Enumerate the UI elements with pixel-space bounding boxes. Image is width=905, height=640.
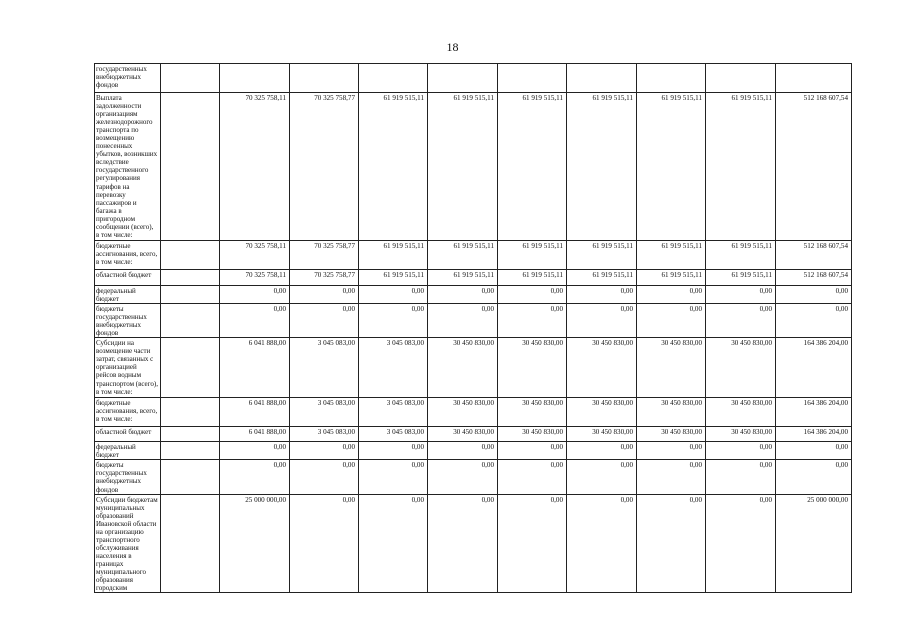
spacer-cell xyxy=(161,241,220,270)
value-cell: 30 450 830,00 xyxy=(567,427,637,442)
value-cell: 0,00 xyxy=(290,494,359,593)
value-cell: 0,00 xyxy=(706,286,776,304)
value-cell: 61 919 515,11 xyxy=(498,93,567,241)
row-label: бюджетные ассигнования, всего, в том числе: xyxy=(95,398,161,427)
value-cell xyxy=(706,64,776,93)
value-cell: 70 325 758,11 xyxy=(220,241,290,270)
spacer-cell xyxy=(161,442,220,460)
value-cell: 61 919 515,11 xyxy=(359,241,428,270)
value-cell: 30 450 830,00 xyxy=(428,398,498,427)
spacer-cell xyxy=(161,304,220,338)
value-cell: 0,00 xyxy=(637,286,706,304)
value-cell: 30 450 830,00 xyxy=(498,338,567,398)
value-cell: 3 045 083,00 xyxy=(290,427,359,442)
row-label: государственных внебюджетных фондов xyxy=(95,64,161,93)
value-cell: 0,00 xyxy=(290,286,359,304)
spacer-cell xyxy=(161,398,220,427)
value-cell: 61 919 515,11 xyxy=(428,270,498,286)
value-cell: 0,00 xyxy=(637,460,706,494)
value-cell: 61 919 515,11 xyxy=(498,270,567,286)
value-cell: 61 919 515,11 xyxy=(706,93,776,241)
value-cell: 30 450 830,00 xyxy=(567,338,637,398)
value-cell: 61 919 515,11 xyxy=(637,241,706,270)
table-row xyxy=(95,270,852,286)
value-cell: 61 919 515,11 xyxy=(567,93,637,241)
value-cell: 164 386 204,00 xyxy=(776,338,852,398)
value-cell: 30 450 830,00 xyxy=(637,398,706,427)
value-cell: 25 000 000,00 xyxy=(220,494,290,593)
value-cell: 164 386 204,00 xyxy=(776,398,852,427)
value-cell: 70 325 758,77 xyxy=(290,93,359,241)
value-cell: 61 919 515,11 xyxy=(637,270,706,286)
value-cell: 61 919 515,11 xyxy=(637,93,706,241)
value-cell: 0,00 xyxy=(220,304,290,338)
value-cell: 0,00 xyxy=(359,494,428,593)
value-cell: 0,00 xyxy=(290,304,359,338)
row-label: областной бюджет xyxy=(95,427,161,442)
value-cell: 0,00 xyxy=(428,442,498,460)
value-cell: 3 045 083,00 xyxy=(359,427,428,442)
value-cell: 0,00 xyxy=(567,304,637,338)
value-cell: 30 450 830,00 xyxy=(637,427,706,442)
value-cell: 30 450 830,00 xyxy=(706,398,776,427)
table-row xyxy=(95,494,852,593)
value-cell xyxy=(359,64,428,93)
value-cell: 70 325 758,77 xyxy=(290,270,359,286)
value-cell: 61 919 515,11 xyxy=(359,270,428,286)
value-cell: 61 919 515,11 xyxy=(428,241,498,270)
value-cell: 70 325 758,11 xyxy=(220,270,290,286)
value-cell: 0,00 xyxy=(428,460,498,494)
value-cell: 0,00 xyxy=(706,442,776,460)
value-cell: 6 041 888,00 xyxy=(220,398,290,427)
value-cell: 61 919 515,11 xyxy=(498,241,567,270)
value-cell: 0,00 xyxy=(359,304,428,338)
value-cell: 0,00 xyxy=(428,494,498,593)
value-cell: 0,00 xyxy=(359,460,428,494)
value-cell: 0,00 xyxy=(428,304,498,338)
value-cell: 61 919 515,11 xyxy=(706,270,776,286)
value-cell: 0,00 xyxy=(290,442,359,460)
spacer-cell xyxy=(161,494,220,593)
value-cell: 0,00 xyxy=(637,442,706,460)
value-cell: 3 045 083,00 xyxy=(290,398,359,427)
value-cell: 0,00 xyxy=(290,460,359,494)
spacer-cell xyxy=(161,93,220,241)
value-cell: 0,00 xyxy=(359,286,428,304)
value-cell: 30 450 830,00 xyxy=(637,338,706,398)
value-cell: 0,00 xyxy=(637,494,706,593)
value-cell: 30 450 830,00 xyxy=(706,427,776,442)
row-label: Выплата задолженности организациям железнодорожного транспорта по возмещению понесенных убытков, возникших вследствие государственного регулирования тарифов на перевозку пассажиров и багажа в пригородном сообщении (всего), в том числе: xyxy=(95,93,161,241)
spacer-cell xyxy=(161,460,220,494)
row-label: бюджеты государственных внебюджетных фондов xyxy=(95,460,161,494)
row-label: федеральный бюджет xyxy=(95,442,161,460)
value-cell xyxy=(498,64,567,93)
value-cell: 61 919 515,11 xyxy=(706,241,776,270)
value-cell: 30 450 830,00 xyxy=(498,427,567,442)
table-row xyxy=(95,427,852,442)
value-cell xyxy=(220,64,290,93)
table-row xyxy=(95,64,852,93)
value-cell: 25 000 000,00 xyxy=(776,494,852,593)
value-cell: 0,00 xyxy=(706,460,776,494)
spacer-cell xyxy=(161,270,220,286)
table-row xyxy=(95,460,852,494)
value-cell: 512 168 607,54 xyxy=(776,93,852,241)
value-cell: 0,00 xyxy=(567,460,637,494)
value-cell: 0,00 xyxy=(498,494,567,593)
value-cell: 164 386 204,00 xyxy=(776,427,852,442)
value-cell xyxy=(567,64,637,93)
value-cell: 30 450 830,00 xyxy=(498,398,567,427)
row-label: федеральный бюджет xyxy=(95,286,161,304)
spacer-cell xyxy=(161,338,220,398)
row-label: Субсидии на возмещение части затрат, связанных с организацией рейсов водным транспортом (всего), в том числе: xyxy=(95,338,161,398)
value-cell xyxy=(776,64,852,93)
value-cell: 3 045 083,00 xyxy=(359,338,428,398)
value-cell: 0,00 xyxy=(428,286,498,304)
value-cell: 512 168 607,54 xyxy=(776,241,852,270)
value-cell xyxy=(428,64,498,93)
value-cell: 3 045 083,00 xyxy=(359,398,428,427)
page-number: 18 xyxy=(446,40,459,54)
spacer-cell xyxy=(161,286,220,304)
table-row xyxy=(95,93,852,241)
row-label: бюджеты государственных внебюджетных фондов xyxy=(95,304,161,338)
value-cell: 3 045 083,00 xyxy=(290,338,359,398)
table-row xyxy=(95,398,852,427)
value-cell: 6 041 888,00 xyxy=(220,338,290,398)
value-cell: 61 919 515,11 xyxy=(567,241,637,270)
value-cell: 30 450 830,00 xyxy=(428,338,498,398)
value-cell: 0,00 xyxy=(776,286,852,304)
value-cell xyxy=(637,64,706,93)
value-cell: 70 325 758,11 xyxy=(220,93,290,241)
value-cell: 0,00 xyxy=(637,304,706,338)
value-cell: 0,00 xyxy=(220,286,290,304)
value-cell: 0,00 xyxy=(359,442,428,460)
value-cell: 0,00 xyxy=(498,304,567,338)
value-cell: 0,00 xyxy=(706,494,776,593)
table-row xyxy=(95,286,852,304)
value-cell: 6 041 888,00 xyxy=(220,427,290,442)
value-cell: 61 919 515,11 xyxy=(359,93,428,241)
value-cell: 0,00 xyxy=(220,460,290,494)
row-label: областной бюджет xyxy=(95,270,161,286)
value-cell: 70 325 758,77 xyxy=(290,241,359,270)
value-cell: 0,00 xyxy=(498,442,567,460)
value-cell: 0,00 xyxy=(776,442,852,460)
value-cell: 0,00 xyxy=(776,304,852,338)
table-row xyxy=(95,241,852,270)
value-cell: 512 168 607,54 xyxy=(776,270,852,286)
value-cell: 61 919 515,11 xyxy=(428,93,498,241)
table-row xyxy=(95,338,852,398)
value-cell: 0,00 xyxy=(776,460,852,494)
row-label: Субсидии бюджетам муниципальных образований Ивановской области на организацию транспортного обслуживания населения в границах муниципального образования городским xyxy=(95,494,161,593)
value-cell xyxy=(290,64,359,93)
value-cell: 0,00 xyxy=(498,460,567,494)
table-row xyxy=(95,442,852,460)
value-cell: 30 450 830,00 xyxy=(567,398,637,427)
value-cell: 0,00 xyxy=(706,304,776,338)
table-row xyxy=(95,304,852,338)
value-cell: 0,00 xyxy=(220,442,290,460)
value-cell: 0,00 xyxy=(567,286,637,304)
value-cell: 30 450 830,00 xyxy=(706,338,776,398)
value-cell: 0,00 xyxy=(567,442,637,460)
value-cell: 0,00 xyxy=(498,286,567,304)
value-cell: 61 919 515,11 xyxy=(567,270,637,286)
spacer-cell xyxy=(161,64,220,93)
budget-table xyxy=(94,63,852,593)
value-cell: 30 450 830,00 xyxy=(428,427,498,442)
value-cell: 0,00 xyxy=(567,494,637,593)
row-label: бюджетные ассигнования, всего, в том числе: xyxy=(95,241,161,270)
spacer-cell xyxy=(161,427,220,442)
